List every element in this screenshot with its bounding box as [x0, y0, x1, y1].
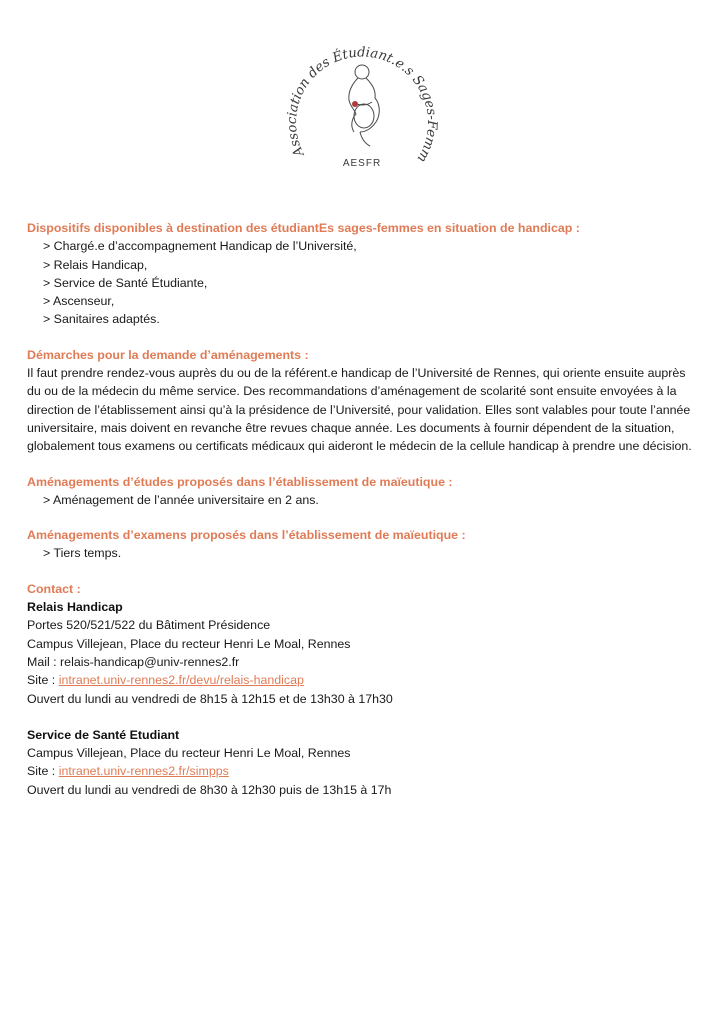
section-title-etudes: Aménagements d’études proposés dans l’établissement de maïeutique : — [27, 474, 453, 489]
dispositifs-list — [27, 237, 695, 328]
section-title-demarches: Démarches pour la demande d’aménagements : — [27, 347, 309, 362]
contact-address: Campus Villejean, Place du recteur Henri Le Moal, Rennes — [27, 746, 351, 761]
section-title-examens: Aménagements d’examens proposés dans l’établissement de maïeutique : — [27, 528, 466, 543]
contact-name-relais: Relais Handicap — [27, 600, 123, 615]
list-item: > Ascenseur, — [43, 294, 115, 309]
section-title-contact: Contact : — [27, 581, 81, 596]
relais-site-link[interactable]: intranet.univ-rennes2.fr/devu/relais-handicap — [58, 673, 304, 688]
examens-list — [27, 544, 695, 562]
document-body — [27, 219, 695, 799]
list-item: > Chargé.e d’accompagnement Handicap de l’Université, — [43, 239, 357, 254]
site-label: Site : — [27, 764, 59, 779]
demarches-paragraph: Il faut prendre rendez-vous auprès du ou de la référent.e handicap de l’Université de Rennes, qui oriente ensuite auprès du ou de la médecin du même service. Des recommandations d’aménagement de scolarité sont ensuite envoyées à la direction de l’établissement ainsi qu’à la présidence de l’Université, pour validation. Elles sont valables pour toute l’année universitaire, mais doivent en revanche être revues chaque année. Les documents à fournir dépendent de la situation, globalement tous examens ou certificats médicaux qui aideront le médecin de la cellule handicap à prendre une décision. — [27, 366, 692, 454]
list-item: > Sanitaires adaptés. — [43, 312, 160, 327]
heart-icon — [352, 101, 358, 107]
contact-site — [27, 671, 695, 689]
contact-portes: Portes 520/521/522 du Bâtiment Présidence — [27, 618, 271, 633]
site-label: Site : — [27, 673, 59, 688]
contact-mail: Mail : relais-handicap@univ-rennes2.fr — [27, 654, 240, 669]
list-item: > Service de Santé Étudiante, — [43, 275, 208, 290]
section-title-dispositifs: Dispositifs disponibles à destination des étudiantEs sages-femmes en situation de handicap : — [27, 221, 580, 235]
logo-acronym: AESFR — [342, 158, 382, 169]
contact-hours: Ouvert du lundi au vendredi de 8h15 à 12h15 et de 13h30 à 17h30 — [27, 691, 393, 706]
contact-site — [27, 762, 695, 780]
list-item: > Aménagement de l’année universitaire en 2 ans. — [43, 492, 319, 507]
sante-site-link[interactable]: intranet.univ-rennes2.fr/simpps — [58, 764, 229, 779]
logo-arc-text: Association des Étudiant.e.s Sages-Femm — [284, 45, 440, 165]
contact-address: Campus Villejean, Place du recteur Henri Le Moal, Rennes — [27, 636, 351, 651]
association-logo — [282, 14, 442, 180]
logo-graphic — [282, 14, 442, 180]
list-item: > Tiers temps. — [43, 546, 122, 561]
etudes-list — [27, 491, 695, 509]
list-item: > Relais Handicap, — [43, 257, 148, 272]
contact-name-sante: Service de Santé Etudiant — [27, 727, 180, 742]
contact-hours: Ouvert du lundi au vendredi de 8h30 à 12h30 puis de 13h15 à 17h — [27, 782, 392, 797]
